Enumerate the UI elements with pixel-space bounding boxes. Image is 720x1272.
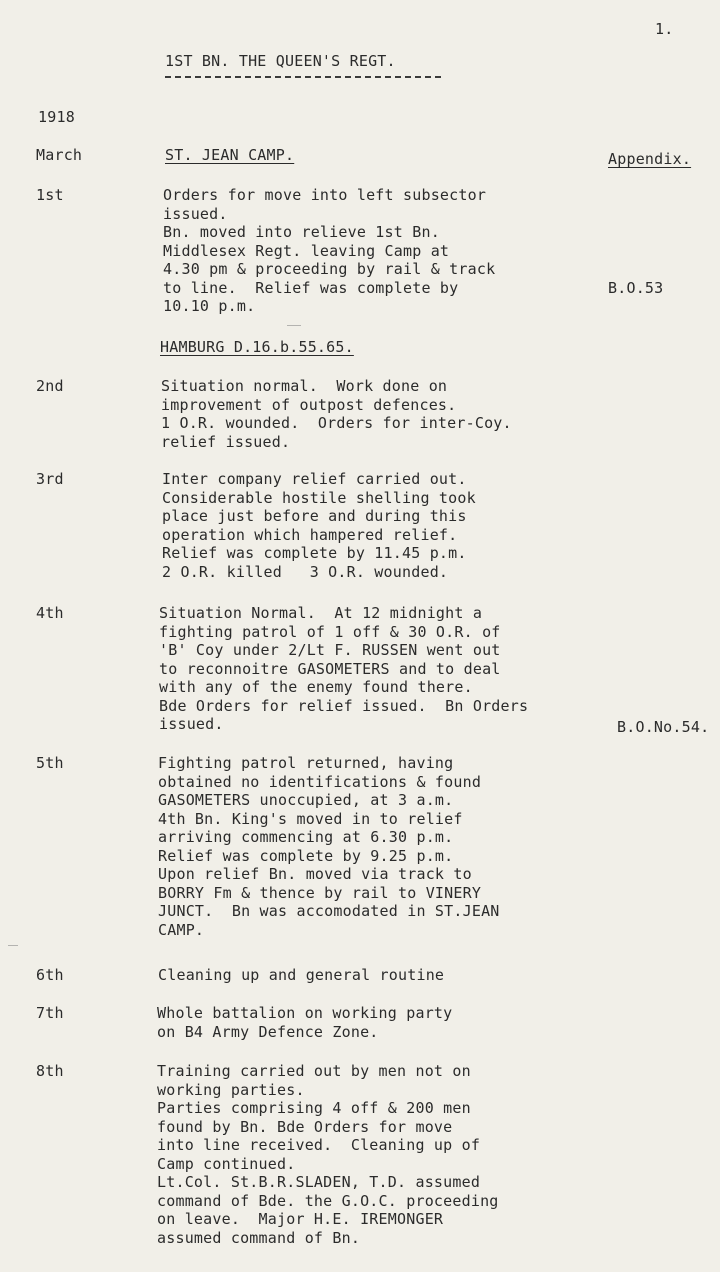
entry-text-line: 'B' Coy under 2/Lt F. RUSSEN went out <box>159 641 501 659</box>
entry-text-line: Upon relief Bn. moved via track to <box>158 865 472 883</box>
entry-text-line: Situation Normal. At 12 midnight a <box>159 604 483 622</box>
entry-text-line: 2 O.R. killed 3 O.R. wounded. <box>162 562 449 581</box>
entry-text-line: command of Bde. the G.O.C. proceeding <box>157 1191 499 1210</box>
entry-text-line: JUNCT. Bn was accomodated in ST.JEAN <box>158 902 500 920</box>
entry-text-line: Considerable hostile shelling took <box>162 488 476 507</box>
entry-text-line: operation which hampered relief. <box>162 525 458 544</box>
entry-text-line: assumed command of Bn. <box>157 1228 361 1247</box>
entry-text-line: issued. <box>159 715 224 733</box>
entry-text-line: CAMP. <box>158 920 205 939</box>
entry-text-line: Parties comprising 4 off & 200 men <box>157 1099 471 1117</box>
heading-dashed-rule <box>165 76 441 78</box>
page-heading: 1ST BN. THE QUEEN'S REGT. <box>165 52 396 70</box>
entry-text-line: Bn. moved into relieve 1st Bn. <box>163 223 440 241</box>
entry-text-line: Camp continued. <box>157 1154 296 1173</box>
entry-text-line: into line received. Cleaning up of <box>157 1136 481 1154</box>
entry-text-line: Inter company relief carried out. <box>162 470 467 488</box>
entry-date: 8th <box>36 1062 64 1080</box>
appendix-header: Appendix. <box>608 150 692 168</box>
entry-date: 5th <box>36 754 64 772</box>
entry-text-line: to line. Relief was complete by <box>163 278 459 297</box>
entry-text-line: obtained no identifications & found <box>158 772 482 791</box>
entry-text-line: GASOMETERS unoccupied, at 3 a.m. <box>158 791 454 809</box>
entry-text-line: 10.10 p.m. <box>163 297 256 315</box>
entry-date: 7th <box>36 1004 64 1022</box>
entry-text-line: Lt.Col. St.B.R.SLADEN, T.D. assumed <box>157 1173 481 1191</box>
year: 1918 <box>38 108 75 126</box>
entry-date: 4th <box>36 604 64 622</box>
appendix-reference: B.O.No.54. <box>617 718 710 736</box>
entry-text-line: relief issued. <box>161 432 291 451</box>
location-heading: ST. JEAN CAMP. <box>165 146 295 164</box>
entry-date: 2nd <box>36 377 64 395</box>
appendix-reference: B.O.53 <box>608 278 664 297</box>
entry-text-line: Bde Orders for relief issued. Bn Orders <box>159 696 529 715</box>
entry-text-line: Middlesex Regt. leaving Camp at <box>163 241 450 260</box>
entry-text-line: found by Bn. Bde Orders for move <box>157 1117 453 1136</box>
entry-text-line: to reconnoitre GASOMETERS and to deal <box>159 659 501 678</box>
entry-text-line: Relief was complete by 11.45 p.m. <box>162 544 467 562</box>
entry-text-line: working parties. <box>157 1080 305 1099</box>
entry-text-line: Cleaning up and general routine <box>158 966 445 984</box>
paper-mark <box>287 325 301 326</box>
entry-text-line: Situation normal. Work done on <box>161 377 448 395</box>
entry-text-line: Relief was complete by 9.25 p.m. <box>158 846 454 865</box>
entry-text-line: Training carried out by men not on <box>157 1062 471 1080</box>
entry-text-line: Whole battalion on working party <box>157 1004 453 1022</box>
entry-text-line: Orders for move into left subsector <box>163 186 487 204</box>
entry-text-line: 1 O.R. wounded. Orders for inter-Coy. <box>161 414 512 432</box>
entry-text-line: with any of the enemy found there. <box>159 678 473 696</box>
entry-text-line: 4th Bn. King's moved in to relief <box>158 809 463 828</box>
entry-text-line: place just before and during this <box>162 507 467 525</box>
month: March <box>36 146 83 164</box>
entry-text-line: Fighting patrol returned, having <box>158 754 454 772</box>
entry-text-line: 4.30 pm & proceeding by rail & track <box>163 260 496 278</box>
entry-date: 6th <box>36 966 64 984</box>
entry-text-line: improvement of outpost defences. <box>161 395 457 414</box>
location-heading: HAMBURG D.16.b.55.65. <box>160 338 354 356</box>
entry-text-line: on B4 Army Defence Zone. <box>157 1022 379 1041</box>
entry-date: 3rd <box>36 470 64 488</box>
entry-text-line: fighting patrol of 1 off & 30 O.R. of <box>159 622 501 641</box>
entry-date: 1st <box>36 186 64 204</box>
page-number: 1. <box>655 20 674 38</box>
entry-text-line: BORRY Fm & thence by rail to VINERY <box>158 883 482 902</box>
entry-text-line: issued. <box>163 204 228 223</box>
entry-text-line: on leave. Major H.E. IREMONGER <box>157 1210 444 1228</box>
entry-text-line: arriving commencing at 6.30 p.m. <box>158 828 454 846</box>
paper-mark <box>8 945 18 946</box>
